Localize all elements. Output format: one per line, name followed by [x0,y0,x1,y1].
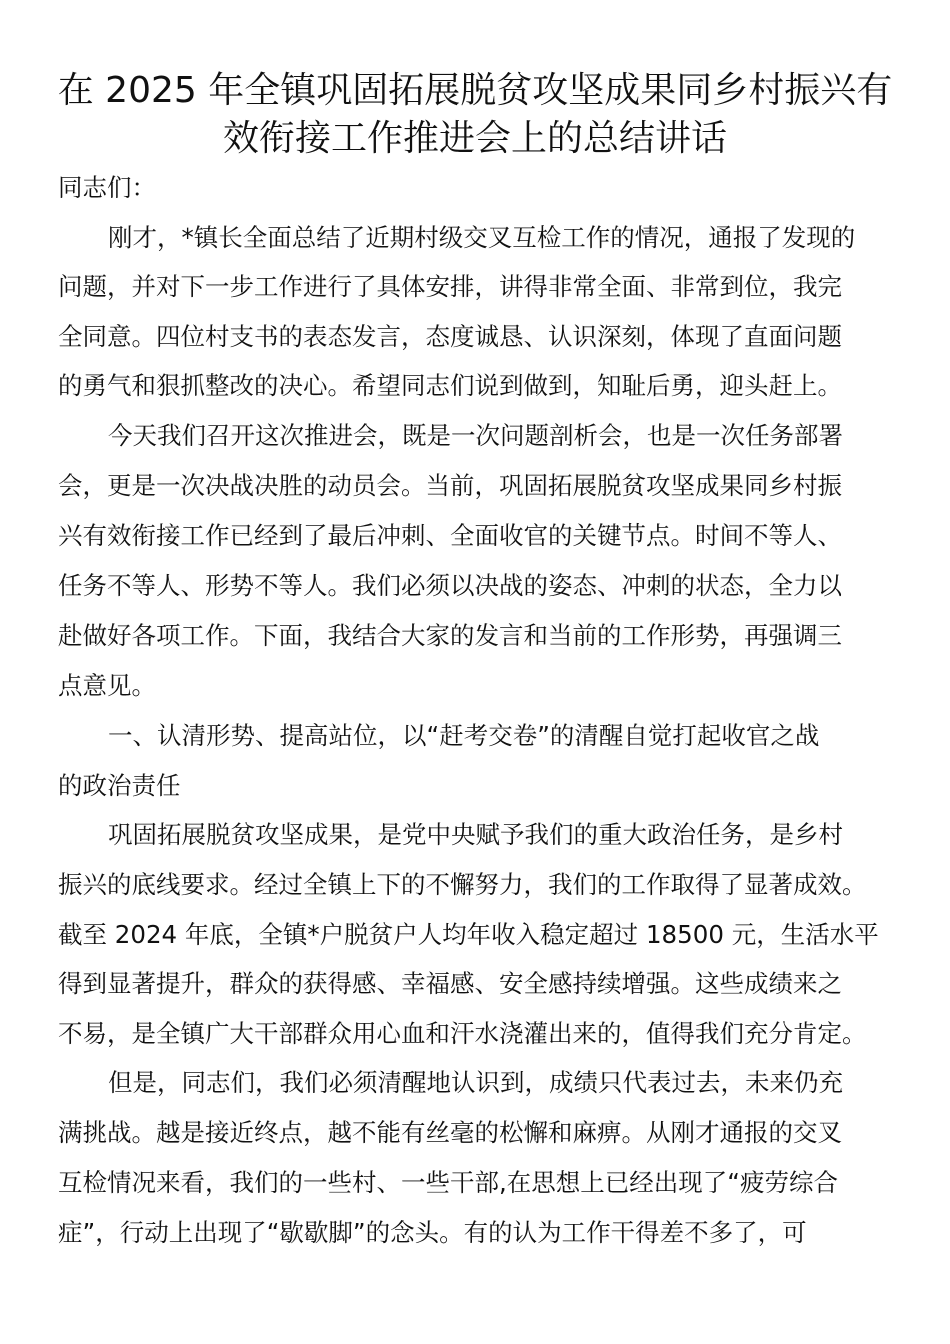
text-line: 但是，同志们，我们必须清醒地认识到，成绩只代表过去，未来仍充 [108,1068,843,1097]
section-heading-line-2: 的政治责任 [58,771,181,800]
text-line: 点意见。 [58,671,156,700]
document-title-line-1: 在 2025 年全镇巩固拓展脱贫攻坚成果同乡村振兴有 [57,70,893,111]
text-line: 的勇气和狠抓整改的决心。希望同志们说到做到，知耻后勇，迎头赶上。 [58,371,842,400]
text-line: 会，更是一次决战决胜的动员会。当前，巩固拓展脱贫攻坚成果同乡村振 [58,471,842,500]
text-line: 满挑战。越是接近终点，越不能有丝毫的松懈和麻痹。从刚才通报的交叉 [58,1118,842,1147]
text-line: 不易，是全镇广大干部群众用心血和汗水浇灌出来的，值得我们充分肯定。 [58,1019,867,1048]
text-line: 问题，并对下一步工作进行了具体安排，讲得非常全面、非常到位，我完 [58,272,842,301]
text-line: 截至 2024 年底，全镇*户脱贫户人均年收入稳定超过 18500 元，生活水平 [58,920,879,949]
document-title-line-2: 效衔接工作推进会上的总结讲话 [222,118,727,159]
text-line: 任务不等人、形势不等人。我们必须以决战的姿态、冲刺的状态，全力以 [58,571,842,600]
text-line: 症”，行动上出现了“歇歇脚”的念头。有的认为工作干得差不多了，可 [58,1218,807,1247]
text-line: 赴做好各项工作。下面，我结合大家的发言和当前的工作形势，再强调三 [58,621,842,650]
salutation: 同志们： [58,173,156,202]
text-line: 得到显著提升，群众的获得感、幸福感、安全感持续增强。这些成绩来之 [58,969,842,998]
text-line: 巩固拓展脱贫攻坚成果，是党中央赋予我们的重大政治任务，是乡村 [108,820,843,849]
text-line: 全同意。四位村支书的表态发言，态度诚恳、认识深刻，体现了直面问题 [58,322,842,351]
section-heading-line-1: 一、认清形势、提高站位，以“赶考交卷”的清醒自觉打起收官之战 [108,721,820,750]
text-line: 刚才，*镇长全面总结了近期村级交叉互检工作的情况，通报了发现的 [108,223,856,252]
text-line: 振兴的底线要求。经过全镇上下的不懈努力，我们的工作取得了显著成效。 [58,870,867,899]
text-line: 今天我们召开这次推进会，既是一次问题剖析会，也是一次任务部署 [108,421,843,450]
text-line: 互检情况来看，我们的一些村、一些干部,在思想上已经出现了“疲劳综合 [58,1168,838,1197]
text-line: 兴有效衔接工作已经到了最后冲刺、全面收官的关键节点。时间不等人、 [58,521,842,550]
